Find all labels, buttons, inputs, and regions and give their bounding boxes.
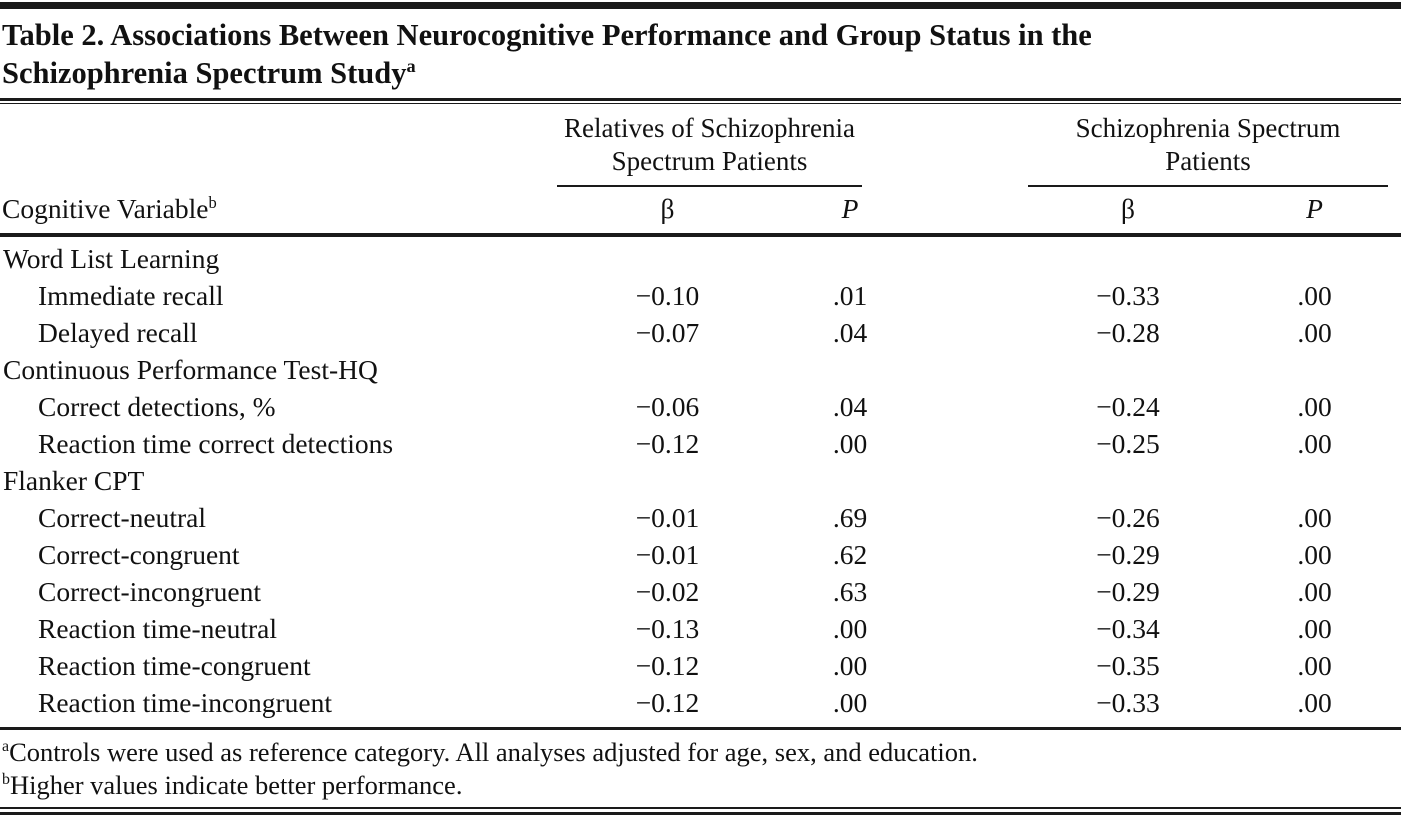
beta-value-patients: −0.25	[1096, 428, 1160, 459]
table-header	[0, 104, 1401, 233]
p-value-relatives: .00	[832, 650, 868, 681]
beta-value-relatives: −0.12	[635, 687, 700, 718]
column-gap	[910, 425, 1028, 462]
column-group-patients	[1028, 112, 1388, 187]
column-gap	[910, 314, 1028, 351]
column-gap	[910, 277, 1028, 314]
journal-table-page	[0, 2, 1401, 815]
row-label: Delayed recall	[38, 317, 198, 348]
beta-value-patients: −0.29	[1096, 539, 1160, 570]
row-label: Correct detections, %	[38, 391, 276, 422]
table-row	[0, 573, 1401, 610]
p-value-patients: .00	[1297, 576, 1332, 607]
row-label: Correct-incongruent	[38, 576, 261, 607]
row-label: Reaction time-neutral	[38, 613, 278, 644]
column-group-relatives-line-1: Relatives of Schizophrenia	[564, 113, 855, 143]
p-value-relatives: .62	[832, 539, 868, 570]
row-label: Immediate recall	[38, 280, 224, 311]
p-value-patients: .00	[1297, 613, 1332, 644]
p-value-relatives: .04	[832, 317, 868, 348]
cognitive-variable-footnote-marker: b	[208, 192, 217, 212]
table-title-line-2: Schizophrenia Spectrum Study	[2, 56, 407, 90]
beta-value-relatives: −0.07	[635, 317, 700, 348]
table-row	[0, 684, 1401, 721]
category-label: Word List Learning	[3, 243, 220, 274]
p-column-header-relatives: P	[841, 193, 859, 224]
beta-value-patients: −0.35	[1096, 650, 1160, 681]
column-gap	[910, 499, 1028, 536]
column-gap	[910, 536, 1028, 573]
bottom-double-rule	[0, 807, 1401, 815]
footnote-b-marker: b	[2, 771, 10, 789]
table-title-line-1: Table 2. Associations Between Neurocognitive Performance and Group Status in the	[2, 18, 1092, 52]
p-value-patients: .00	[1297, 687, 1332, 718]
top-rule	[0, 2, 1401, 9]
p-value-patients: .00	[1297, 280, 1332, 311]
column-gap	[910, 610, 1028, 647]
beta-value-patients: −0.24	[1096, 391, 1160, 422]
beta-value-relatives: −0.10	[635, 280, 700, 311]
beta-column-header-patients: β	[1121, 193, 1135, 224]
p-value-patients: .00	[1297, 391, 1332, 422]
column-group-patients-line-1: Schizophrenia Spectrum	[1075, 113, 1341, 143]
p-column-header-patients: P	[1306, 193, 1323, 224]
footnote-a	[2, 736, 1401, 769]
table-title-footnote-marker: a	[406, 55, 416, 76]
footnote-a-marker: a	[2, 738, 10, 756]
p-value-patients: .00	[1297, 539, 1332, 570]
table-row	[0, 314, 1401, 351]
table-title	[0, 9, 1401, 98]
beta-value-patients: −0.29	[1096, 576, 1160, 607]
p-value-patients: .00	[1297, 502, 1332, 533]
beta-value-patients: −0.26	[1096, 502, 1160, 533]
beta-value-relatives: −0.12	[635, 650, 700, 681]
p-value-relatives: .00	[832, 428, 868, 459]
beta-value-relatives: −0.13	[635, 613, 700, 644]
footnote-b	[2, 769, 1401, 802]
p-value-relatives: .63	[832, 576, 868, 607]
table-row	[0, 536, 1401, 573]
column-group-relatives	[557, 112, 862, 187]
p-value-patients: .00	[1297, 317, 1332, 348]
footnotes	[0, 730, 1401, 807]
footnote-b-text: Higher values indicate better performance.	[9, 770, 463, 800]
beta-value-relatives: −0.12	[635, 428, 700, 459]
row-label: Correct-congruent	[38, 539, 240, 570]
table-row	[0, 610, 1401, 647]
beta-value-relatives: −0.06	[635, 391, 700, 422]
p-value-relatives: .01	[832, 280, 868, 311]
row-label: Reaction time-congruent	[38, 650, 311, 681]
table-row	[0, 388, 1401, 425]
p-value-relatives: .00	[832, 613, 868, 644]
category-row	[0, 462, 1401, 499]
table-row	[0, 499, 1401, 536]
beta-value-patients: −0.33	[1096, 280, 1160, 311]
table-row	[0, 425, 1401, 462]
beta-value-relatives: −0.02	[635, 576, 700, 607]
footnote-a-text: Controls were used as reference category. All analyses adjusted for age, sex, and education.	[9, 737, 978, 767]
beta-value-relatives: −0.01	[635, 539, 700, 570]
p-value-relatives: .69	[832, 502, 868, 533]
beta-value-patients: −0.28	[1096, 317, 1160, 348]
table-row	[0, 647, 1401, 684]
p-value-relatives: .04	[832, 391, 868, 422]
column-gap	[910, 388, 1028, 425]
row-label: Reaction time-incongruent	[38, 687, 333, 718]
column-group-relatives-line-2: Spectrum Patients	[611, 146, 808, 176]
category-label: Continuous Performance Test-HQ	[3, 354, 378, 385]
table-body	[0, 237, 1401, 721]
column-gap	[910, 573, 1028, 610]
row-label: Reaction time correct detections	[38, 428, 394, 459]
beta-value-patients: −0.34	[1096, 613, 1160, 644]
p-value-patients: .00	[1297, 650, 1332, 681]
category-label: Flanker CPT	[3, 465, 145, 496]
column-gap	[910, 647, 1028, 684]
column-group-patients-line-2: Patients	[1165, 146, 1251, 176]
beta-value-relatives: −0.01	[635, 502, 700, 533]
beta-value-patients: −0.33	[1096, 687, 1160, 718]
p-value-relatives: .00	[832, 687, 868, 718]
cognitive-variable-header	[0, 187, 545, 233]
table-row	[0, 277, 1401, 314]
p-value-patients: .00	[1297, 428, 1332, 459]
category-row	[0, 240, 1401, 277]
column-gap	[910, 684, 1028, 721]
category-row	[0, 351, 1401, 388]
beta-column-header-relatives: β	[660, 193, 675, 224]
cognitive-variable-header-text: Cognitive Variable	[2, 193, 209, 224]
row-label: Correct-neutral	[38, 502, 206, 533]
